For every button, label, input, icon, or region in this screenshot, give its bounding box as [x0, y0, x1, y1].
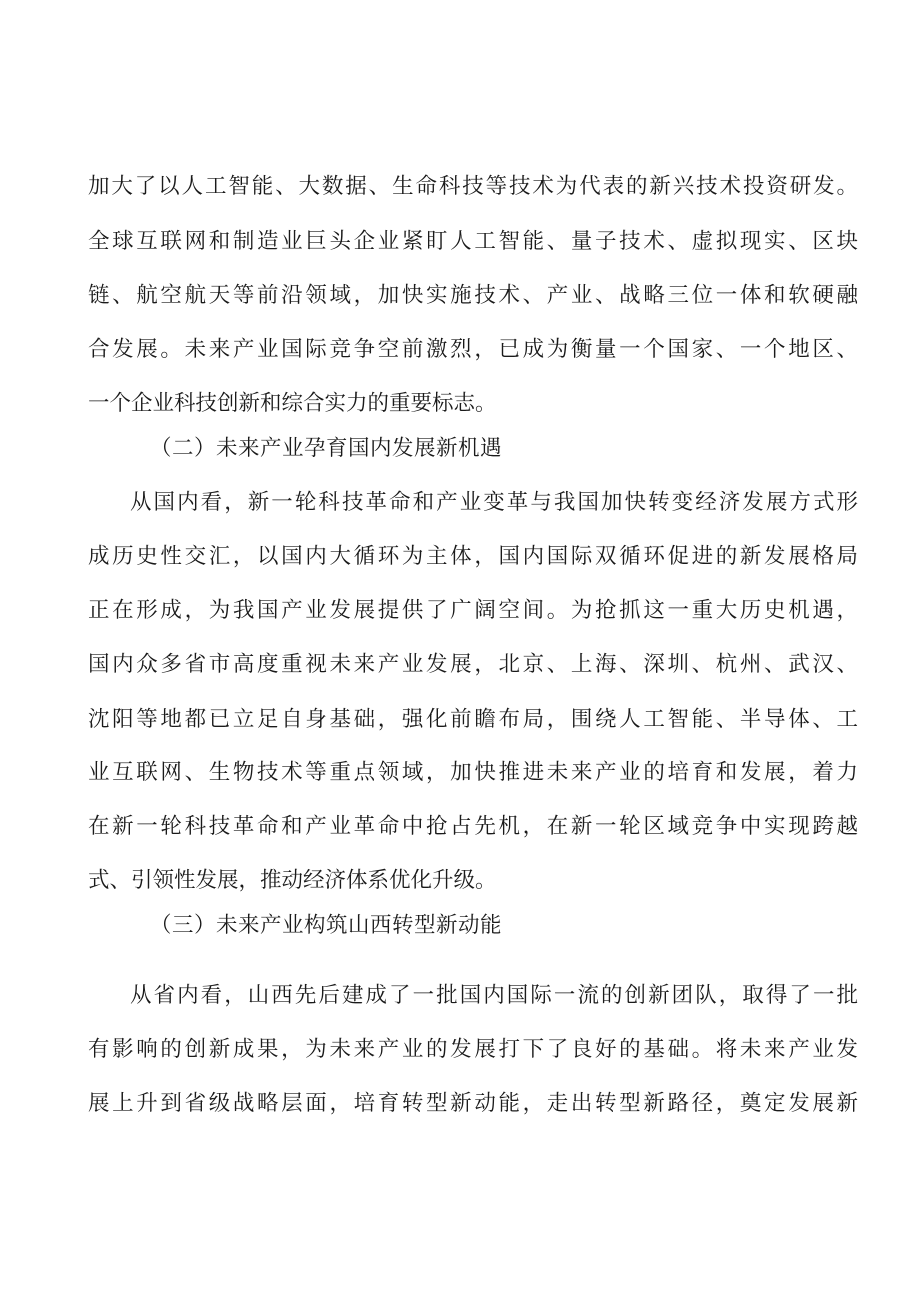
- paragraph-line: 成历史性交汇，以国内大循环为主体，国内国际双循环促进的新发展格局: [88, 544, 858, 569]
- paragraph-line: 沈阳等地都已立足自身基础，强化前瞻布局，围绕人工智能、半导体、工: [88, 707, 858, 732]
- paragraph-line: 链、航空航天等前沿领域，加快实施技术、产业、战略三位一体和软硬融: [88, 283, 858, 308]
- paragraph-line: 式、引领性发展，推动经济体系优化升级。: [88, 868, 497, 893]
- paragraph-line: 加大了以人工智能、大数据、生命科技等技术为代表的新兴技术投资研发。: [88, 174, 858, 199]
- paragraph-line: 正在形成，为我国产业发展提供了广阔空间。为抢抓这一重大历史机遇，: [88, 598, 858, 623]
- section-heading: （二）未来产业孕育国内发展新机遇: [150, 436, 503, 461]
- section-heading: （三）未来产业构筑山西转型新动能: [150, 913, 503, 938]
- paragraph-line: 从国内看，新一轮科技革命和产业变革与我国加快转变经济发展方式形: [130, 490, 858, 515]
- paragraph-line: 业互联网、生物技术等重点领域，加快推进未来产业的培育和发展，着力: [88, 760, 858, 785]
- paragraph-line: 在新一轮科技革命和产业革命中抢占先机，在新一轮区域竞争中实现跨越: [88, 814, 858, 839]
- paragraph-line: 有影响的创新成果，为未来产业的发展打下了良好的基础。将未来产业发: [88, 1037, 858, 1062]
- paragraph-line: 从省内看，山西先后建成了一批国内国际一流的创新团队，取得了一批: [130, 983, 858, 1008]
- paragraph-line: 国内众多省市高度重视未来产业发展，北京、上海、深圳、杭州、武汉、: [88, 652, 858, 677]
- paragraph-line: 合发展。未来产业国际竞争空前激烈，已成为衡量一个国家、一个地区、: [88, 337, 858, 362]
- paragraph-line: 展上升到省级战略层面，培育转型新动能，走出转型新路径，奠定发展新: [88, 1091, 858, 1116]
- paragraph-line: 一个企业科技创新和综合实力的重要标志。: [88, 391, 497, 416]
- paragraph-line: 全球互联网和制造业巨头企业紧盯人工智能、量子技术、虚拟现实、区块: [88, 229, 858, 254]
